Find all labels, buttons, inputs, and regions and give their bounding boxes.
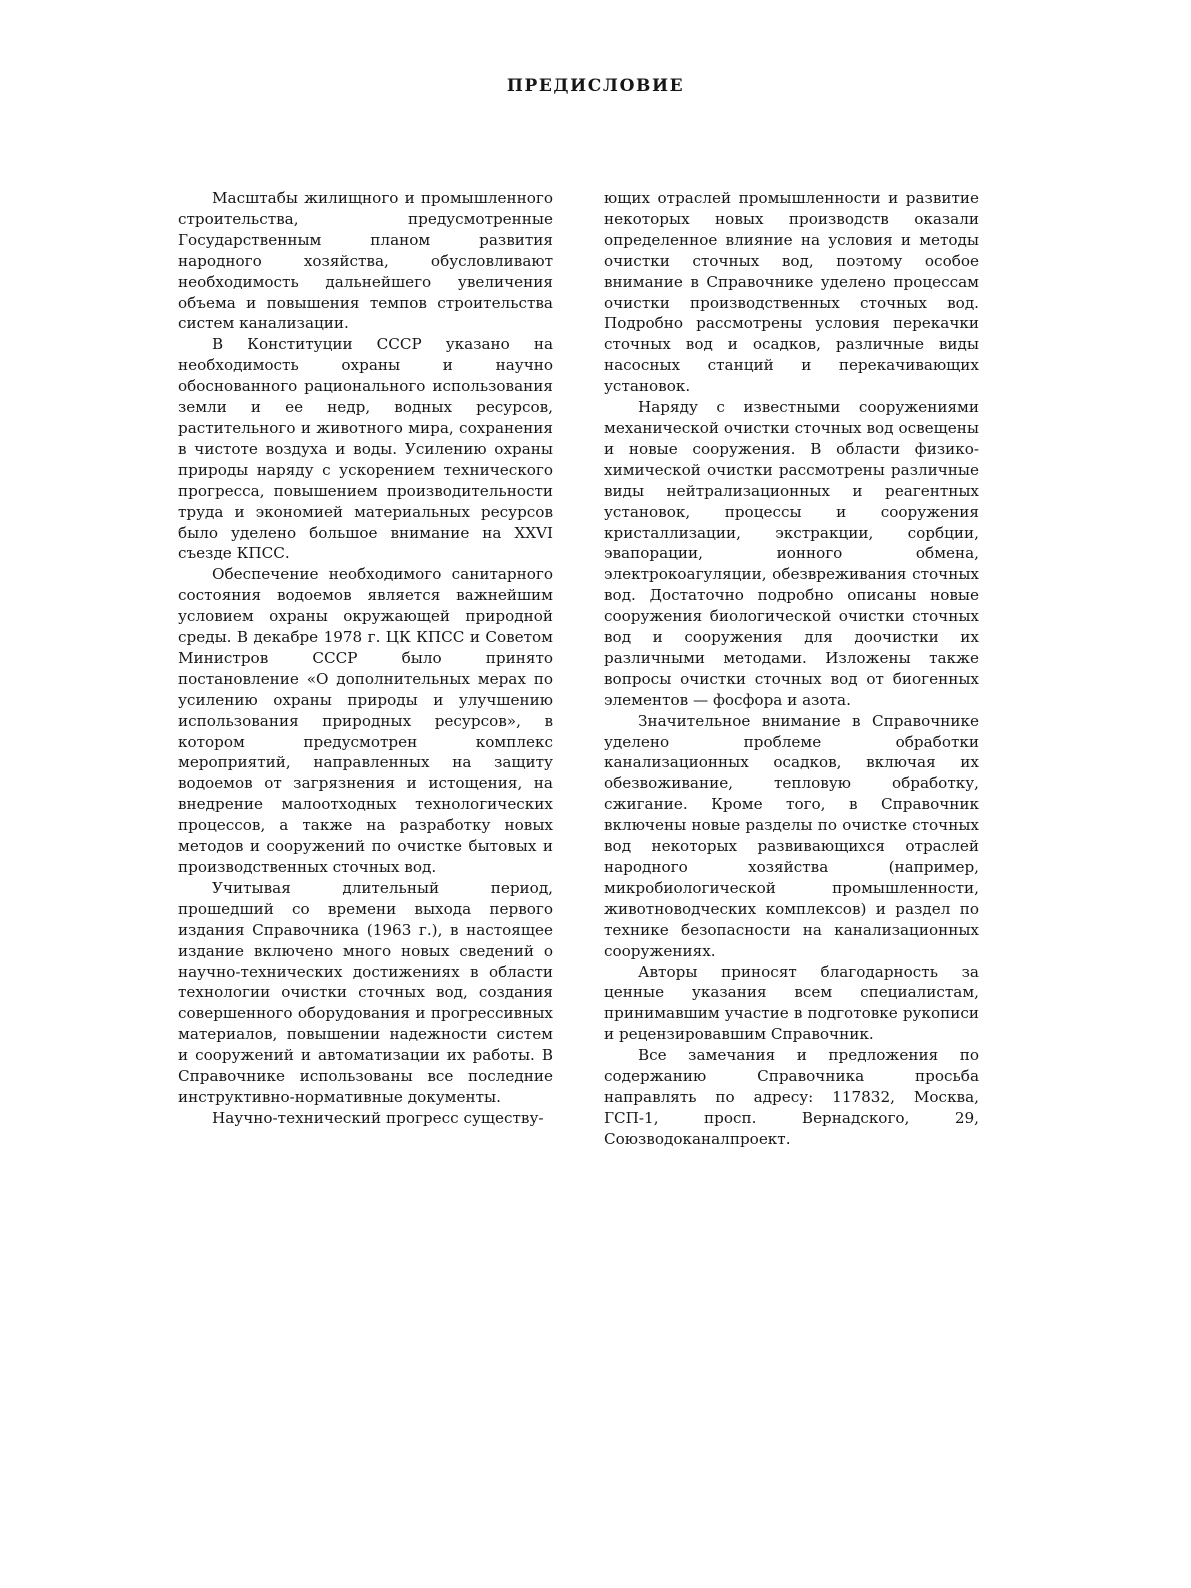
left-column [178, 188, 553, 1129]
paragraph: Научно-технический прогресс существу- [212, 1108, 544, 1127]
page-title: ПРЕДИСЛОВИЕ [506, 76, 685, 96]
paragraph: Значительное внимание в Справочнике уделено проблеме обработки канализационных осадков, включая их обезвоживание, тепловую обработку, сжигание. Кроме того, в Справочник включены новые разделы по очистке сточных вод некоторых развивающихся отраслей народного хозяйства (например, микробиологической промышленности, животноводческих комплексов) и раздел по технике безопасности на канализационных сооружениях. [604, 711, 979, 960]
paragraph: Обеспечение необходимого санитарного состояния водоемов является важнейшим условием охраны окружающей природной среды. В декабре 1978 г. ЦК КПСС и Советом Министров СССР было принято постановление «О дополнительных мерах по усилению охраны природы и улучшению использования природных ресурсов», в котором предусмотрен комплекс мероприятий, направленных на защиту водоемов от загрязнения и истощения, на внедрение малоотходных технологических процессов, а также на разработку новых методов и сооружений по очистке бытовых и производственных сточных вод. [178, 565, 553, 876]
paragraph: В Конституции СССР указано на необходимость охраны и научно обоснованного рационального использования земли и ее недр, водных ресурсов, растительного и животного мира, сохранения в чистоте воздуха и воды. Усилению охраны природы наряду с ускорением технического прогресса, повышением производительности труда и экономией материальных ресурсов было уделено большое внимание на XXVI съезде КПСС. [178, 335, 553, 563]
paragraph: Все замечания и предложения по содержанию Справочника просьба направлять по адресу: 117832, Москва, ГСП-1, просп. Вернадского, 29, Союзводоканалпроект. [604, 1046, 979, 1148]
paragraph: Авторы приносят благодарность за ценные указания всем специалистам, принимавшим участие в подготовке рукописи и рецензировавшим Справочник. [604, 962, 979, 1044]
paragraph: Учитывая длительный период, прошедший со времени выхода первого издания Справочника (1963 г.), в настоящее издание включено много новых сведений о научно-технических достижениях в области технологии очистки сточных вод, создания совершенного оборудования и прогрессивных материалов, повышении надежности систем и сооружений и автоматизации их работы. В Справочнике использованы все последние инструктивно-нормативные документы. [178, 878, 553, 1106]
paragraph: Масштабы жилищного и промышленного строительства, предусмотренные Государственным планом развития народного хозяйства, обусловливают необходимость дальнейшего увеличения объема и повышения темпов строительства систем канализации. [178, 189, 553, 333]
right-column [604, 188, 979, 1150]
paragraph: Наряду с известными сооружениями механической очистки сточных вод освещены и новые сооружения. В области физико-химической очистки рассмотрены различные виды нейтрализационных и реагентных установок, процессы и сооружения кристаллизации, экстракции, сорбции, эвапорации, ионного обмена, электрокоагуляции, обезвреживания сточных вод. Достаточно подробно описаны новые сооружения биологической очистки сточных вод и сооружения для доочистки их различными методами. Изложены также вопросы очистки сточных вод от биогенных элементов — фосфора и азота. [604, 398, 979, 709]
paragraph-continued: ющих отраслей промышленности и развитие некоторых новых производств оказали определенное влияние на условия и методы очистки сточных вод, поэтому особое внимание в Справочнике уделено процессам очистки производственных сточных вод. Подробно рассмотрены условия перекачки сточных вод и осадков, различные виды насосных станций и перекачивающих установок. [604, 189, 979, 396]
